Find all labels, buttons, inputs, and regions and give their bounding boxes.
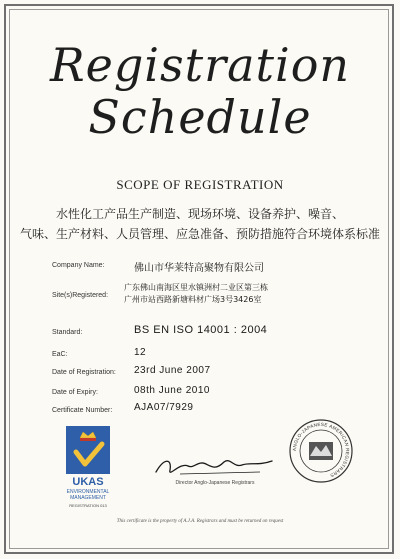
certificate-number-label: Certificate Number: [52,407,113,414]
scope-line-1: 水性化工产品生产制造、现场环境、设备养护、噪音、 [55,207,344,221]
ukas-crown-tick-logo [66,426,110,474]
signature-caption: Director Anglo-Japanese Registrars [175,480,255,486]
standard-label: Standard: [52,329,83,336]
scope-heading: SCOPE OF REGISTRATION [116,177,284,192]
sites-label: Site(s)Registered: [52,292,109,299]
seal-text: ANGLO-JAPANESE AMERICAN REGISTRARS [291,421,351,479]
standard-value: BS EN ISO 14001 : 2004 [134,324,268,336]
registration-date-value: 23rd June 2007 [134,365,211,376]
eac-value: 12 [134,347,147,358]
sites-value-line-2: 广州市站西路新塘料材广场3号3426室 [124,295,262,304]
ukas-label: UKAS [72,476,104,488]
scope-line-2: 气味、生产材料、人员管理、应急准备、预防措施符合环境体系标准 [19,227,380,241]
director-signature [150,452,280,480]
crown-check-icon [66,426,110,474]
aja-registrars-seal [288,418,354,484]
sites-value-line-1: 广东佛山南海区里水镇洲村二业区第三栋 [124,283,268,292]
certificate-number-value: AJA07/7929 [134,402,194,413]
footer-note: This certificate is the property of A.J.A. Registrars and must be returned on request [116,519,284,524]
expiry-date-label: Date of Expiry: [52,389,98,396]
company-value: 佛山市华莱特高聚物有限公司 [134,263,264,274]
ukas-subtitle: ENVIRONMENTAL MANAGEMENT [66,489,110,501]
title-schedule: Schedule [88,90,312,144]
ukas-number: REGISTRATION 013 [69,503,107,508]
eac-label: EaC: [52,351,68,358]
expiry-date-value: 08th June 2010 [134,385,210,396]
title-registration: Registration [49,38,351,92]
company-label: Company Name: [52,262,105,269]
registration-date-label: Date of Registration: [52,369,116,376]
